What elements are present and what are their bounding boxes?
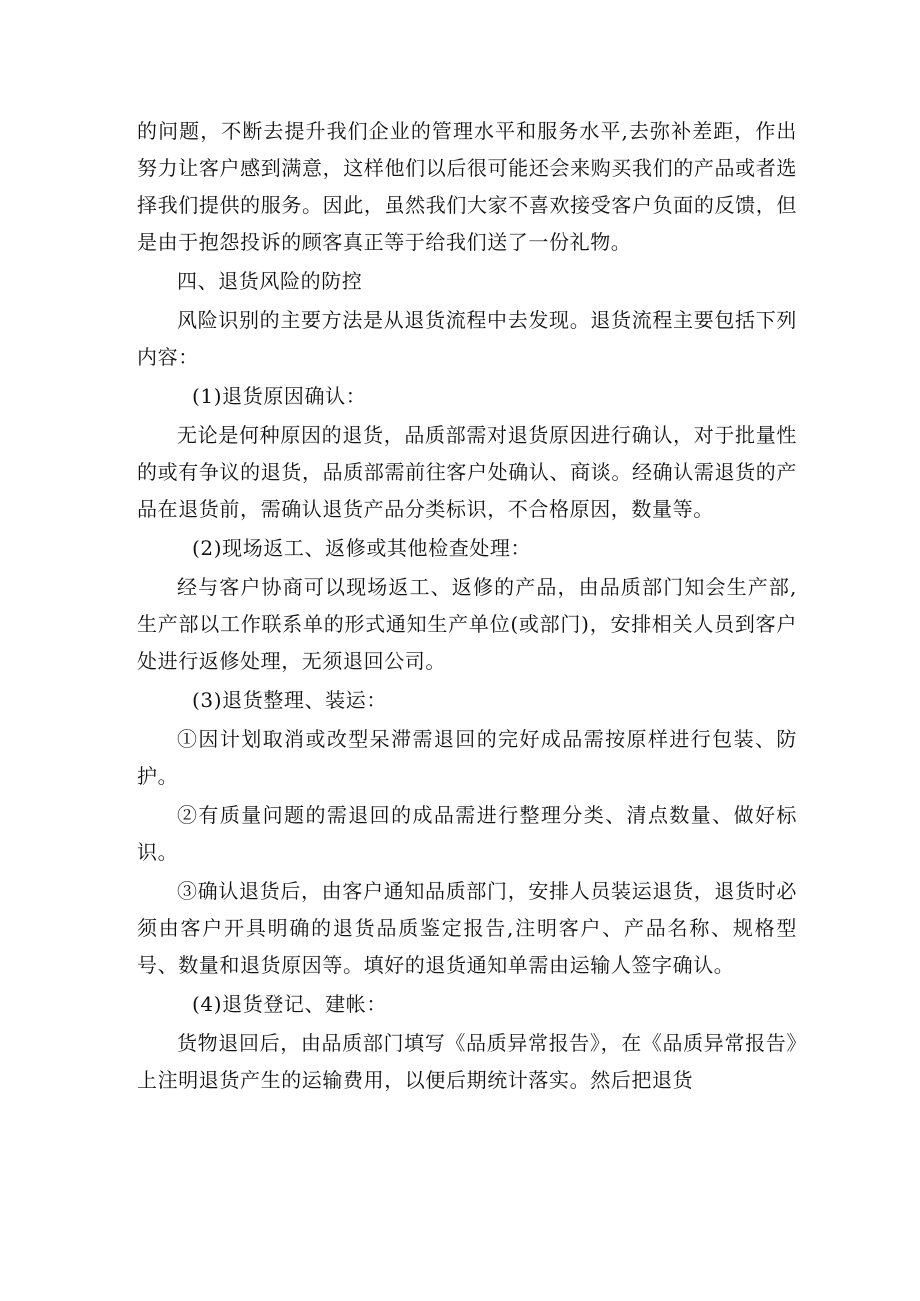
step-2-body: 经与客户协商可以现场返工、返修的产品，由品质部门知会生产部,生产部以工作联系单的形式通知生产单位(或部门)，安排相关人员到客户处进行返修处理，无须退回公司。 (137, 575, 797, 673)
section-heading-returns-risk-control: 四、退货风险的防控 (177, 269, 363, 293)
step-4-heading: (4)退货登记、建帐： (192, 992, 387, 1016)
step-3-heading: (3)退货整理、装运： (192, 688, 387, 712)
paragraph-risk-identification: 风险识别的主要方法是从退货流程中去发现。退货流程主要包括下列内容： (137, 308, 797, 369)
step-3-item-3: ③确认退货后，由客户通知品质部门，安排人员装运退货，退货时必须由客户开具明确的退货品质鉴定报告,注明客户、产品名称、规格型号、数量和退货原因等。填好的退货通知单需由运输人签字确认。 (137, 879, 797, 977)
step-1-body: 无论是何种原因的退货，品质部需对退货原因进行确认，对于批量性的或有争议的退货，品质部需前往客户处确认、商谈。经确认需退货的产品在退货前，需确认退货产品分类标识，不合格原因，数量等。 (137, 423, 797, 521)
step-1-heading: (1)退货原因确认： (192, 384, 367, 408)
step-2-heading: (2)现场返工、返修或其他检查处理： (192, 536, 532, 560)
step-3-item-1: ①因计划取消或改型呆滞需退回的完好成品需按原样进行包装、防护。 (137, 727, 797, 788)
step-4-body: 货物退回后，由品质部门填写《品质异常报告》，在《品质异常报告》上注明退货产生的运输费用，以便后期统计落实。然后把退货 (137, 1031, 797, 1092)
paragraph-intro-continuation: 的问题，不断去提升我们企业的管理水平和服务水平,去弥补差距，作出努力让客户感到满意，这样他们以后很可能还会来购买我们的产品或者选择我们提供的服务。因此，虽然我们大家不喜欢接受客户负面的反馈，但是由于抱怨投诉的顾客真正等于给我们送了一份礼物。 (137, 119, 797, 254)
step-3-item-2: ②有质量问题的需退回的成品需进行整理分类、清点数量、做好标识。 (137, 803, 797, 864)
document-body (137, 113, 797, 1099)
